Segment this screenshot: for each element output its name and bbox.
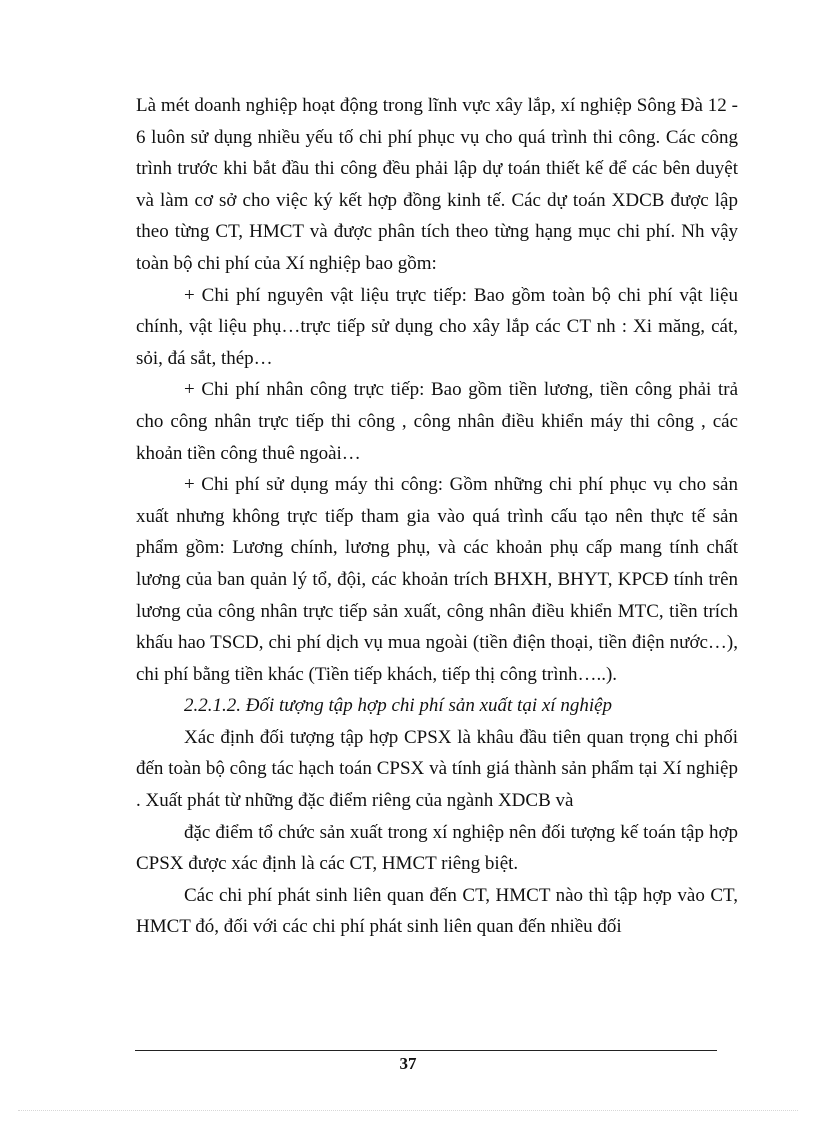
page-edge-dots: [18, 1110, 798, 1111]
production-feature-paragraph: đặc điểm tổ chức sản xuất trong xí nghiệp nên đối tượng kế toán tập hợp CPSX được xác định là các CT, HMCT riêng biệt.: [136, 821, 738, 875]
body-text: [136, 90, 738, 943]
labor-cost-paragraph: + Chi phí nhân công trực tiếp: Bao gồm tiền lương, tiền công phải trả cho công nhân trực tiếp thi công , công nhân điều khiển máy thi công , các khoản tiền công thuê ngoài…: [136, 379, 738, 464]
machine-cost-paragraph: + Chi phí sử dụng máy thi công: Gồm những chi phí phục vụ cho sản xuất nhưng không trực tiếp tham gia vào quá trình cấu tạo nên thực tế sản phẩm gồm: Lương chính, lương phụ, và các khoản phụ cấp mang tính chất lương của ban quản lý tổ, đội, các khoản trích BHXH, BHYT, KPCĐ tính trên lương của công nhân trực tiếp sản xuất, công nhân điều khiển MTC, tiền trích khấu hao TSCD, chi phí dịch vụ mua ngoài (tiền điện thoại, tiền điện nước…), chi phí bằng tiền khác (Tiền tiếp khách, tiếp thị công trình…..).: [136, 474, 738, 685]
material-cost-paragraph: + Chi phí nguyên vật liệu trực tiếp: Bao gồm toàn bộ chi phí vật liệu chính, vật liệu phụ…trực tiếp sử dụng cho xây lắp các CT nh : Xi măng, cát, sỏi, đá sắt, thép…: [136, 284, 738, 369]
allocation-paragraph: Các chi phí phát sinh liên quan đến CT, HMCT nào thì tập hợp vào CT, HMCT đó, đối với các chi phí phát sinh liên quan đến nhiều đối: [136, 884, 738, 938]
section-heading: 2.2.1.2. Đối tượng tập hợp chi phí sản xuất tại xí nghiệp: [184, 695, 613, 717]
cost-object-paragraph: Xác định đối tượng tập hợp CPSX là khâu đầu tiên quan trọng chi phối đến toàn bộ công tác hạch toán CPSX và tính giá thành sản phẩm tại Xí nghiệp . Xuất phát từ những đặc điểm riêng của ngành XDCB và: [136, 726, 738, 812]
footer-divider: [135, 1050, 717, 1051]
intro-paragraph: Là mét doanh nghiệp hoạt động trong lĩnh vực xây lắp, xí nghiệp Sông Đà 12 - 6 luôn sử dụng nhiều yếu tố chi phí phục vụ cho quá trình thi công. Các công trình trước khi bắt đầu thi công đều phải lập dự toán thiết kế để các bên duyệt và làm cơ sở cho việc ký kết hợp đồng kinh tế. Các dự toán XDCB được lập theo từng CT, HMCT và được phân tích theo từng hạng mục chi phí. Nh vậy toàn bộ chi phí của Xí nghiệp bao gồm:: [136, 95, 738, 274]
page-number: 37: [399, 1054, 417, 1073]
